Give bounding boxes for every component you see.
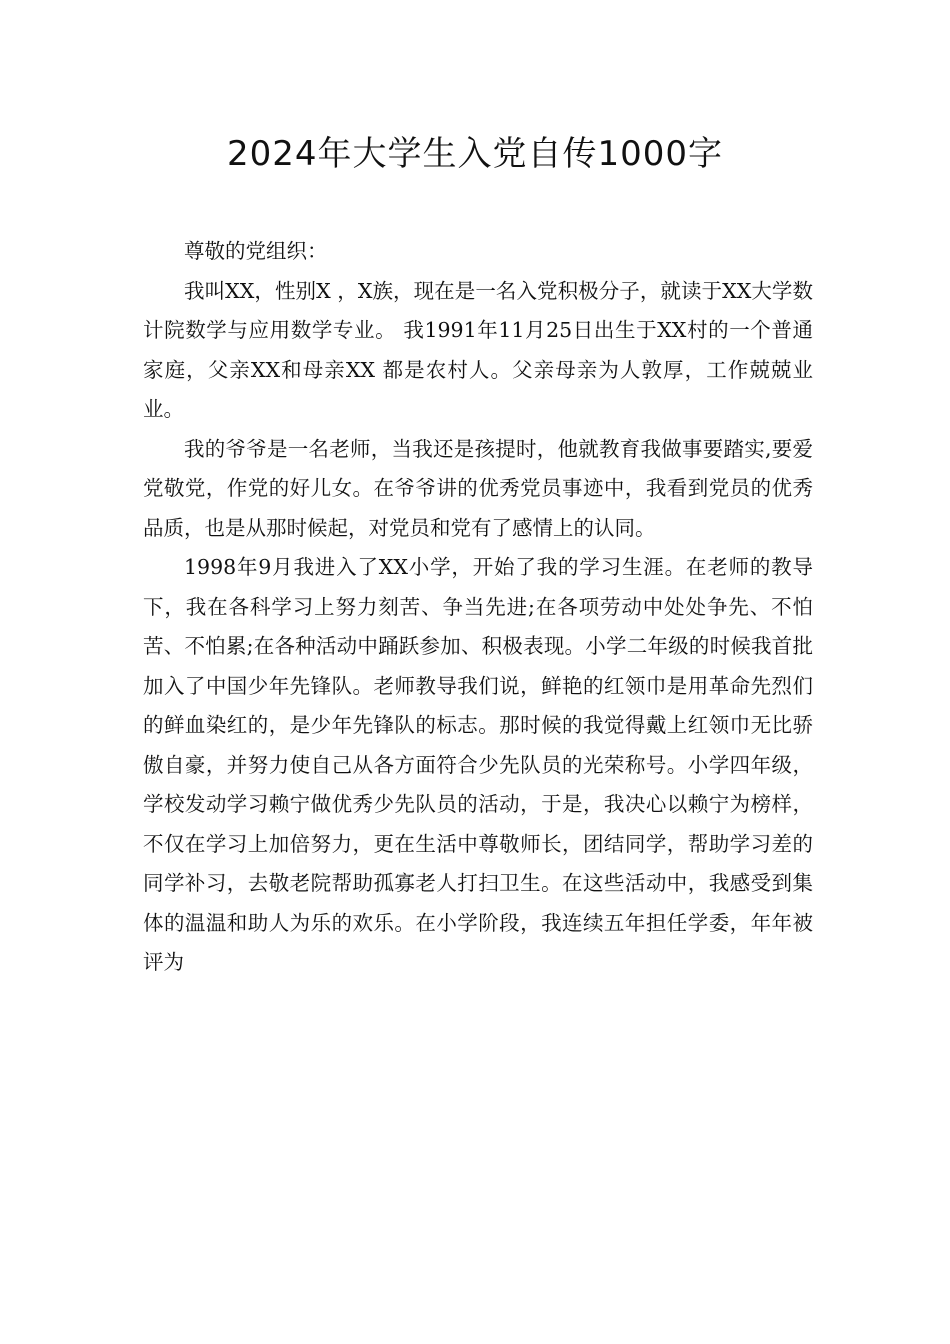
- document-title: 2024年大学生入党自传1000字: [226, 134, 724, 174]
- paragraph-primary-school: 1998年9月我进入了XX小学，开始了我的学习生涯。在老师的教导下，我在各科学习上努力刻苦、争当先进;在各项劳动中处处争先、不怕苦、不怕累;在各种活动中踊跃参加、积极表现。小学二年级的时候我首批加入了中国少年先锋队。老师教导我们说，鲜艳的红领巾是用革命先烈们的鲜血染红的，是少年先锋队的标志。那时候的我觉得戴上红领巾无比骄傲自豪，并努力使自己从各方面符合少先队员的光荣称号。小学四年级，学校发动学习赖宁做优秀少先队员的活动，于是，我决心以赖宁为榜样，不仅在学习上加倍努力，更在生活中尊敬师长，团结同学，帮助学习差的同学补习，去敬老院帮助孤寡老人打扫卫生。在这些活动中，我感受到集体的温温和助人为乐的欢乐。在小学阶段，我连续五年担任学委，年年被评为: [143, 555, 813, 974]
- paragraph-intro: 我叫XX，性别X ，X族，现在是一名入党积极分子，就读于XX大学数计院数学与应用数学专业。 我1991年11月25日出生于XX村的一个普通家庭，父亲XX和母亲XX 都是农村人。父亲母亲为人敦厚，工作兢兢业业。: [143, 278, 813, 421]
- document-body: [143, 232, 813, 983]
- salutation: 尊敬的党组织：: [184, 239, 328, 263]
- paragraph-grandfather: 我的爷爷是一名老师，当我还是孩提时，他就教育我做事要踏实,要爱党敬党，作党的好儿女。在爷爷讲的优秀党员事迹中，我看到党员的优秀品质，也是从那时候起，对党员和党有了感情上的认同。: [143, 436, 813, 540]
